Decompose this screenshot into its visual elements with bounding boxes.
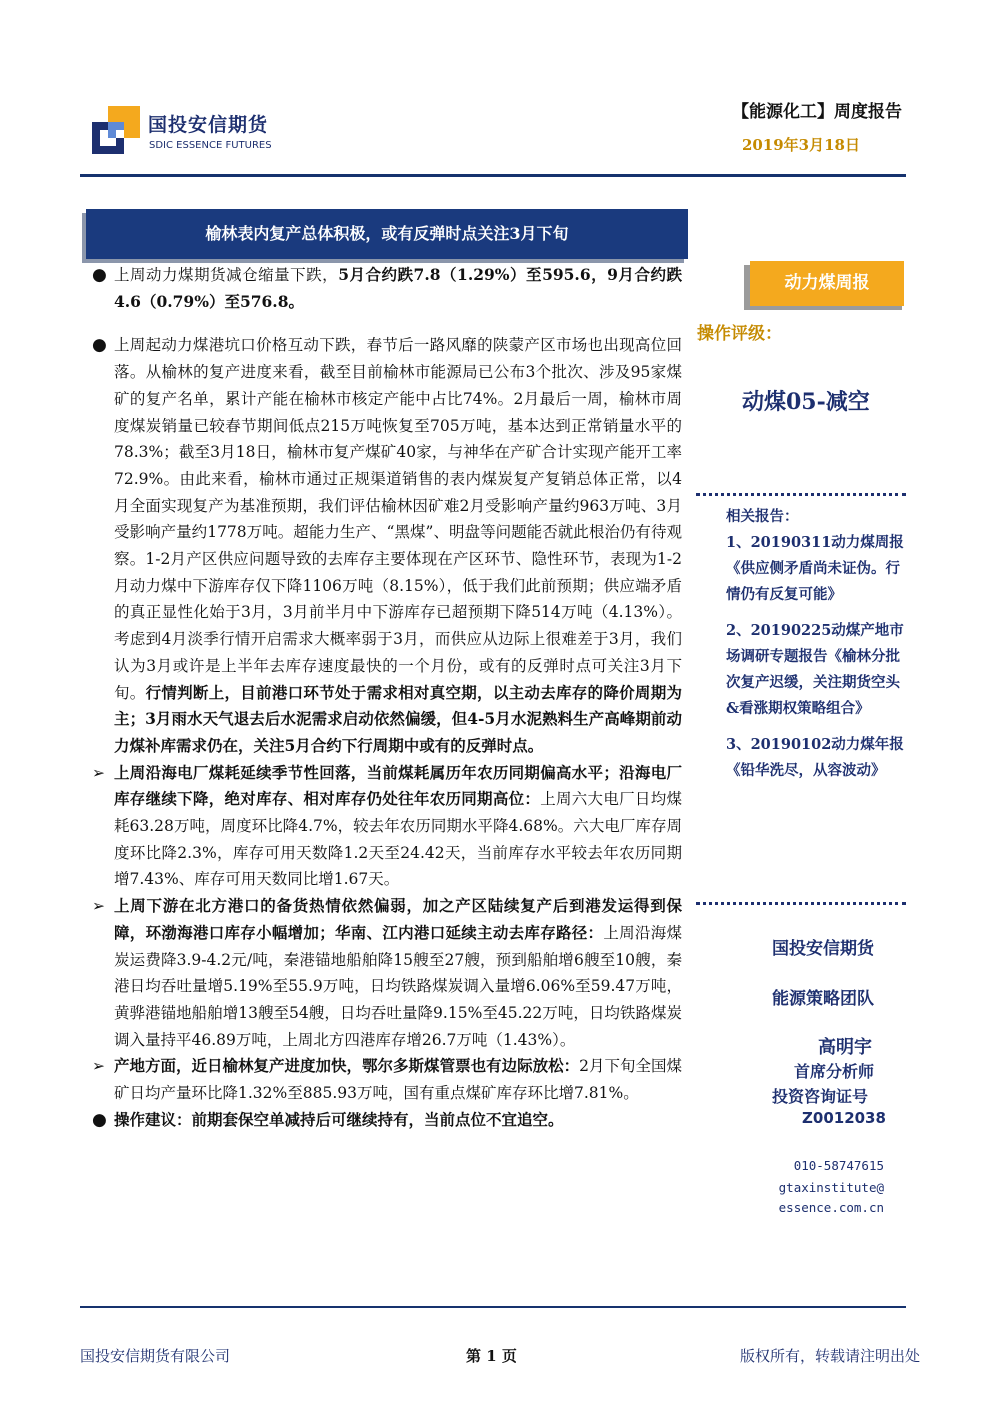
logo-mark-icon (92, 106, 140, 154)
analysis-paragraph-production (92, 1053, 682, 1106)
contact-email-line-1[interactable]: gtaxinstitute@ (778, 1180, 884, 1195)
analyst-title: 首席分析师 (794, 1062, 875, 1081)
report-body (92, 262, 682, 1134)
analyst-name: 高明宇 (818, 1037, 872, 1058)
dotted-divider (696, 493, 906, 496)
text-run-bold: 产地方面，近日榆林复产进度加快，鄂尔多斯煤管票也有边际放松： (114, 1056, 580, 1076)
tag-label: 动力煤周报 (784, 273, 870, 293)
related-report-item: 3、20190102动力煤年报《铅华洗尽，从容波动》 (726, 736, 904, 779)
certificate-number: Z0012038 (802, 1109, 886, 1127)
logo-chinese-name: 国投安信期货 (148, 114, 269, 136)
logo-english-name: SDIC ESSENCE FUTURES (149, 140, 272, 151)
company-logo (92, 104, 292, 160)
team-name: 能源策略团队 (772, 989, 874, 1009)
text-run: 上周起动力煤港坑口价格互动下跌，春节后一路风靡的陕蒙产区市场也出现高位回落。从榆林的复产进度来看，截至目前榆林市能源局已公布3个批次、涉及95家煤矿的复产名单，累计产能在榆林市核定产能中占比74%。2月最后一周，榆林市周度煤炭销量已较春节期间低点215万吨恢复至705万吨，基本达到正常销量水平的78.3%；截至3月18日，榆林市复产煤矿40家，与神华在产矿合计实现产能开工率72.9%。由此来看，榆林市通过正规渠道销售的表内煤炭复产复销总体正常，以4月全面实现复产为基准预期，我们评估榆林因矿难2月受影响产量约963万吨、3月受影响产量约1778万吨。超能力生产、“黑煤”、明盘等问题能否就此根治仍有待观察。1-2月产区供应问题导致的去库存主要体现在产区环节、隐性环节，表现为1-2月动力煤中下游库存仅下降1106万吨（8.15%），低于我们此前预期；供应端矛盾的真正显性化始于3月，3月前半月中下游库存已超预期下降514万吨（4.13%）。考虑到4月淡季行情开启需求大概率弱于3月，而供应从边际上很难差于3月，我们认为3月或许是上半年去库存速度最快的一个月份，或有的反弹时点可关注3月下旬。 (114, 336, 682, 702)
report-type: 【能源化工】周度报告 (732, 102, 902, 122)
text-run: 上周沿海煤炭运费降3.9-4.2元/吨，秦港锚地船舶降15艘至27艘，预到船舶增6艘至10艘，秦港日均吞吐量增5.19%至55.9万吨，日均铁路煤炭调入量增6.06%至59.47万吨，黄骅港锚地船舶增13艘至54艘，日均吞吐量降9.15%至45.22万吨，日均铁路煤炭调入量持平46.89万吨，上周北方四港库存增26.7万吨（1.43%）。 (114, 923, 682, 1049)
contact-email-line-2[interactable]: essence.com.cn (778, 1200, 884, 1215)
footer-divider (80, 1306, 906, 1308)
report-date: 2019年3月18日 (741, 136, 860, 154)
operation-advice (92, 1107, 682, 1134)
contact-phone: 010-58747615 (793, 1158, 884, 1173)
page-number: 第 1 页 (466, 1347, 517, 1365)
footer-copyright: 版权所有，转载请注明出处 (739, 1347, 920, 1365)
rating-value: 动煤05-减空 (742, 389, 870, 415)
analysis-paragraph-yulin (92, 332, 682, 759)
arrow-bullet-icon: ➢ (92, 763, 105, 782)
text-run: 2月下旬全国煤矿日均产量环比降1.32%至885.93万吨，国有重点煤矿库存环比增7.81%。 (114, 1057, 682, 1103)
text-run-bold: 上周沿海电厂煤耗延续季节性回落，当前煤耗属历年农历同期偏高水平；沿海电厂库存继续下降，绝对库存、相对库存仍处往年农历同期高位： (114, 762, 682, 809)
related-reports-title: 相关报告： (726, 508, 799, 525)
related-report-item: 2、20190225动煤产地市场调研专题报告《榆林分批次复产迟缓，关注期货空头&看涨期权策略组合》 (726, 622, 904, 717)
text-run-bold: 操作建议：前期套保空单减持后可继续持有，当前点位不宜追空。 (114, 1109, 564, 1129)
report-title: 榆林表内复产总体积极，或有反弹时点关注3月下旬 (205, 224, 569, 243)
team-organization: 国投安信期货 (772, 939, 874, 959)
header-divider (80, 174, 906, 177)
bullet-dot-icon: ● (92, 335, 107, 356)
text-run: 上周六大电厂日均煤耗63.28万吨，周度环比降4.7%，较去年农历同期水平降4.68%。六大电厂库存周度环比降2.3%，库存可用天数降1.2天至24.42天，当前库存水平较去年农历同期增7.43%、库存可用天数同比增1.67天。 (114, 790, 682, 889)
analysis-paragraph-ports (92, 893, 682, 1053)
bullet-dot-icon: ● (92, 1109, 107, 1130)
text-run: 上周动力煤期货减仓缩量下跌， (114, 266, 339, 284)
bullet-dot-icon: ● (92, 265, 107, 285)
arrow-bullet-icon: ➢ (92, 897, 105, 916)
related-reports (726, 504, 908, 784)
text-run-bold: 上周下游在北方港口的备货热情依然偏弱，加之产区陆续复产后到港发运得到保障，环渤海港口库存小幅增加；华南、江内港口延续主动去库存路径： (114, 896, 682, 942)
arrow-bullet-icon: ➢ (92, 1057, 105, 1076)
summary-paragraph-futures (92, 262, 682, 315)
report-tag (744, 261, 904, 306)
footer-company: 国投安信期货有限公司 (80, 1347, 231, 1365)
certificate-label: 投资咨询证号 (772, 1087, 869, 1106)
related-report-item: 1、20190311动力煤周报《供应侧矛盾尚未证伪。行情仍有反复可能》 (726, 534, 904, 603)
text-run-bold: 行情判断上，目前港口环节处于需求相对真空期，以主动去库存的降价周期为主；3月雨水天气退去后水泥需求启动依然偏缓，但4-5月水泥熟料生产高峰期前动力煤补库需求仍在，关注5月合约下行周期中或有的反弹时点。 (114, 682, 682, 755)
rating-label: 操作评级： (697, 324, 782, 344)
text-run-bold: 5月合约跌7.8（1.29%）至595.6，9月合约跌4.6（0.79%）至576.8。 (114, 265, 682, 311)
dotted-divider (696, 902, 906, 905)
analysis-paragraph-power-plants (92, 760, 682, 894)
